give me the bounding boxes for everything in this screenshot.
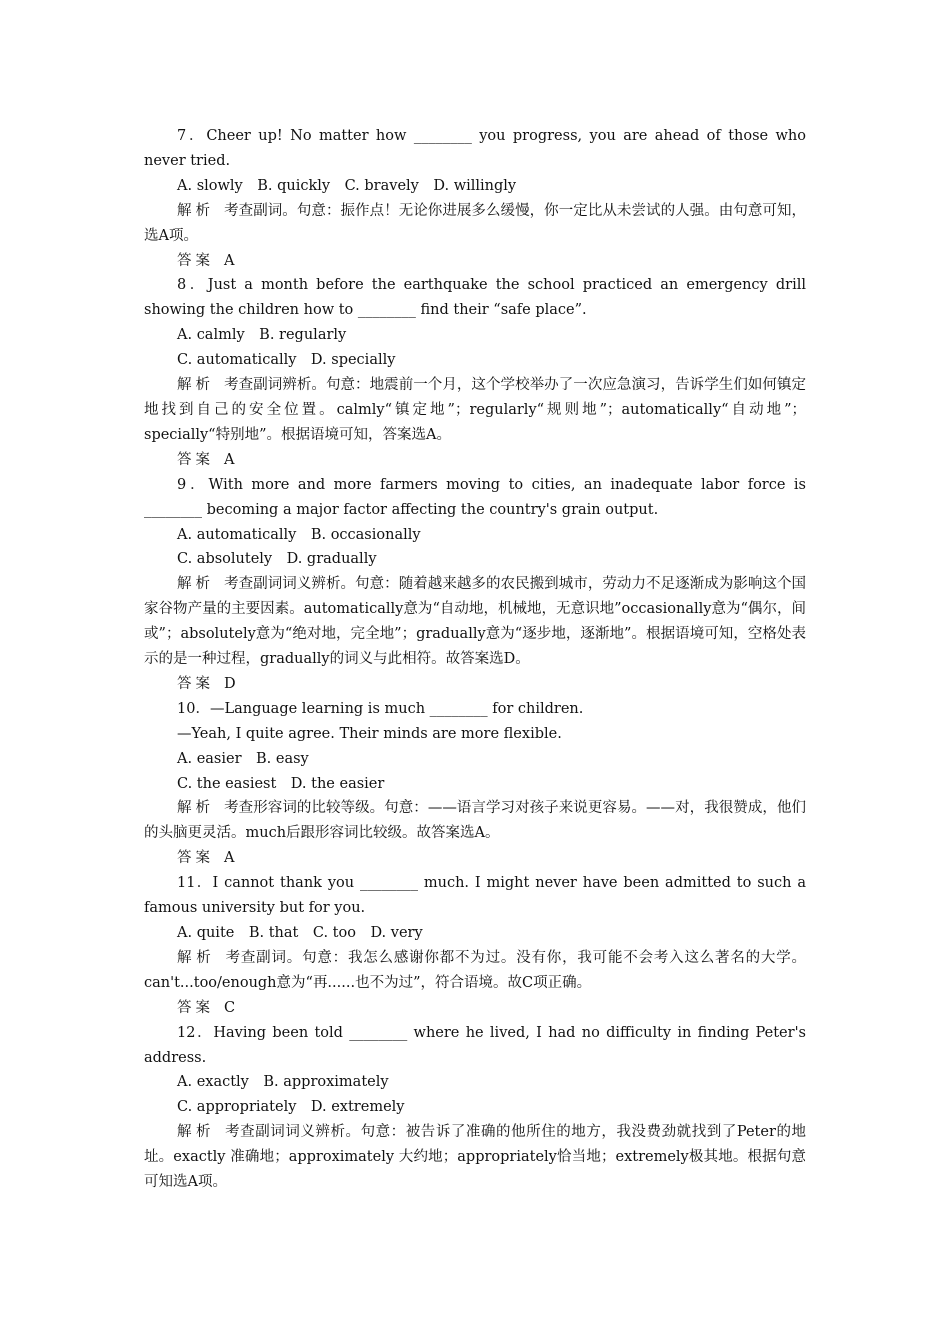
analysis-text: 考查副词辨析。句意：地震前一个月，这个学校举办了一次应急演习，告诉学生们如何镇定地找到自己的安全位置。calmly“镇定地”；regularly“规则地”；automatically“自动地”；specially“特别地”。根据语境可知，答案选A。 bbox=[144, 377, 807, 443]
analysis-text: 考查副词词义辨析。句意：随着越来越多的农民搬到城市，劳动力不足逐渐成为影响这个国家谷物产量的主要因素。automatically意为“自动地，机械地，无意识地”occasionally意为“偶尔，间或”；absolutely意为“绝对地，完全地”；gradually意为“逐步地，逐渐地”。根据语境可知，空格处表示的是一种过程，gradually的词义与此相符。故答案选D。 bbox=[144, 576, 807, 668]
question-options: A. quite B. that C. too D. very bbox=[177, 925, 423, 941]
question-11 bbox=[144, 871, 806, 1020]
answer-value: A bbox=[224, 451, 235, 468]
answer-value: D bbox=[224, 675, 236, 692]
question-options: A. calmly B. regularly bbox=[177, 327, 347, 344]
analysis-text: 考查副词。句意：振作点！无论你进展多么缓慢，你一定比从未尝试的人强。由句意可知，选A项。 bbox=[144, 202, 807, 244]
analysis-label: 解析 bbox=[177, 576, 215, 593]
answer bbox=[144, 448, 806, 473]
answer-label: 答案 bbox=[177, 451, 214, 468]
document-page bbox=[144, 124, 806, 1195]
question-8 bbox=[144, 273, 806, 472]
answer-label: 答案 bbox=[177, 999, 214, 1016]
question-options: A. easier B. easy bbox=[177, 750, 309, 767]
question-options: A. slowly B. quickly C. bravely D. willingly bbox=[177, 177, 517, 194]
analysis bbox=[144, 572, 806, 672]
answer-value: A bbox=[224, 850, 235, 867]
analysis-label: 解析 bbox=[177, 800, 215, 817]
question-stem: 10．—Language learning is much ________ for children. bbox=[177, 700, 584, 717]
question-options: A. automatically B. occasionally bbox=[177, 526, 421, 543]
question-stem: 8．Just a month before the earthquake the school practiced an emergency drill showing the children how to ________ find their “safe place”. bbox=[144, 277, 806, 319]
analysis bbox=[144, 796, 806, 846]
answer-label: 答案 bbox=[177, 675, 214, 692]
question-10 bbox=[144, 697, 806, 871]
question-options: C. appropriately D. extremely bbox=[177, 1099, 405, 1116]
analysis-label: 解析 bbox=[177, 1124, 216, 1141]
answer bbox=[144, 249, 806, 274]
question-9 bbox=[144, 473, 806, 697]
question-stem: 12．Having been told ________ where he lived, I had no difficulty in finding Peter's address. bbox=[144, 1024, 806, 1066]
answer-label: 答案 bbox=[177, 850, 214, 867]
question-options: C. automatically D. specially bbox=[177, 352, 396, 369]
answer bbox=[144, 996, 806, 1021]
question-options: C. absolutely D. gradually bbox=[177, 551, 377, 568]
analysis bbox=[144, 1120, 806, 1195]
analysis-text: 考查副词。句意：我怎么感谢你都不为过。没有你，我可能不会考入这么著名的大学。can't...too/enough意为“再......也不为过”，符合语境。故C项正确。 bbox=[144, 949, 807, 991]
analysis-label: 解析 bbox=[177, 949, 216, 966]
analysis-text: 考查副词词义辨析。句意：被告诉了准确的他所住的地方，我没费劲就找到了Peter的地址。exactly 准确地；approximately 大约地；appropriately恰当地；extremely极其地。根据句意可知选A项。 bbox=[144, 1124, 806, 1191]
answer-label: 答案 bbox=[177, 252, 214, 269]
question-stem: 7．Cheer up! No matter how ________ you progress, you are ahead of those who never tried. bbox=[144, 128, 806, 169]
question-stem: 9．With more and more farmers moving to cities, an inadequate labor force is ________ becoming a major factor affecting the country's grain output. bbox=[144, 476, 806, 518]
answer bbox=[144, 846, 806, 871]
question-7 bbox=[144, 124, 806, 273]
answer bbox=[144, 672, 806, 697]
analysis-text: 考查形容词的比较等级。句意：——语言学习对孩子来说更容易。——对，我很赞成，他们的头脑更灵活。much后跟形容词比较级。故答案选A。 bbox=[144, 800, 807, 842]
question-stem: 11．I cannot thank you ________ much. I might never have been admitted to such a famous university but for you. bbox=[144, 875, 806, 917]
analysis bbox=[144, 946, 806, 996]
analysis bbox=[144, 373, 806, 448]
analysis-label: 解析 bbox=[177, 377, 215, 394]
question-dialogue: —Yeah, I quite agree. Their minds are more flexible. bbox=[177, 725, 562, 742]
answer-value: A bbox=[224, 252, 235, 269]
analysis-label: 解析 bbox=[177, 202, 215, 219]
answer-value: C bbox=[224, 999, 236, 1016]
analysis bbox=[144, 199, 806, 249]
question-options: A. exactly B. approximately bbox=[177, 1074, 389, 1091]
question-12 bbox=[144, 1021, 806, 1195]
question-options: C. the easiest D. the easier bbox=[177, 775, 385, 792]
